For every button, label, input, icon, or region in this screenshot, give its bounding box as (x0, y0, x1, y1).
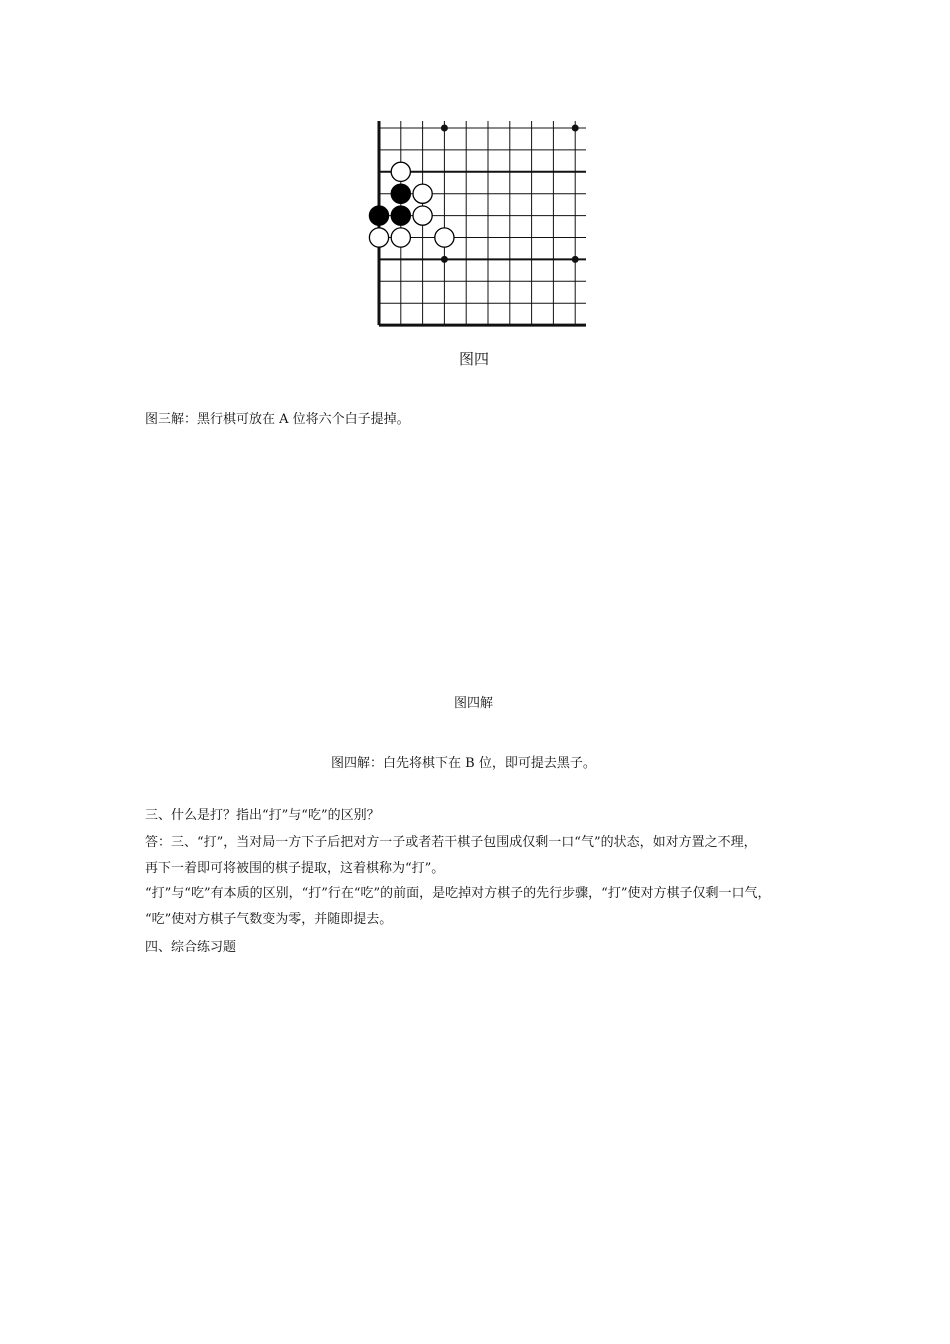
question-3-answer-line-4: “吃”使对方棋子气数变为零，并随即提去。 (145, 912, 393, 927)
black-stone (391, 184, 410, 203)
fig4-solution-text: 图四解：白先将棋下在 B 位，即可提去黑子。 (331, 756, 596, 771)
question-4-title: 四、综合练习题 (145, 940, 237, 955)
white-stone (413, 184, 432, 203)
white-stone (369, 228, 388, 247)
white-stone (413, 206, 432, 225)
white-stone (391, 228, 410, 247)
white-stone (435, 228, 454, 247)
question-3-title: 三、什么是打？指出“打”与“吃”的区别？ (145, 808, 380, 823)
star-point (441, 125, 448, 132)
star-point (441, 256, 448, 263)
go-board-diagram (368, 112, 592, 334)
stones (369, 162, 454, 247)
star-point (572, 256, 579, 263)
star-point (572, 125, 579, 132)
question-3-answer-line-2: 再下一着即可将被围的棋子提取，这着棋称为“打”。 (145, 861, 445, 876)
black-stone (369, 206, 388, 225)
question-3-answer-line-3: “打”与“吃”有本质的区别，“打”行在“吃”的前面，是吃掉对方棋子的先行步骤，“打”使对方棋子仅剩一口气， (145, 886, 771, 901)
figure-4-caption: 图四 (459, 350, 490, 368)
fig3-solution-text: 图三解：黑行棋可放在 A 位将六个白子提掉。 (145, 412, 410, 427)
black-stone (391, 206, 410, 225)
white-stone (391, 162, 410, 181)
board-grid (379, 121, 586, 325)
question-3-answer-line-1: 答：三、“打”，当对局一方下子后把对方一子或者若干棋子包围成仅剩一口“气”的状态，如对方置之不理， (145, 835, 757, 850)
figure-4-solution-caption: 图四解 (454, 696, 494, 711)
